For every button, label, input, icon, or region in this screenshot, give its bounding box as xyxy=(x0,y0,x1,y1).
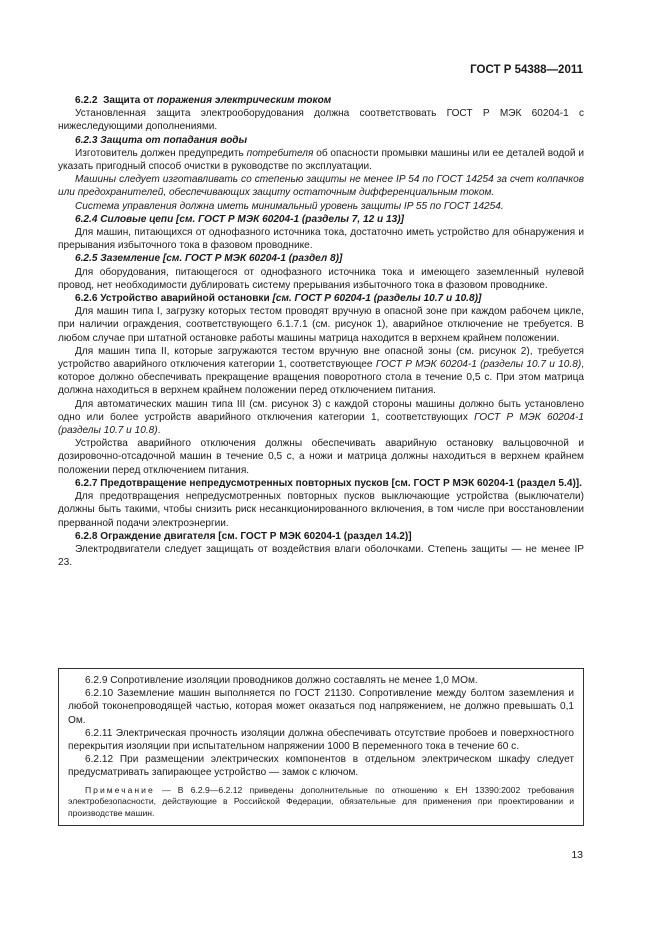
paragraph: Для предотвращения непредусмотренных повторных пусков выключающие устройства (выключатели) должны быть такими, чтобы снизить риск несанкционированного включения, в том числе при восстановлении прерванной подачи электроэнергии. xyxy=(58,491,584,529)
note-text: — В 6.2.9—6.2.12 приведены дополнительные по отношению к ЕН 13390:2002 требования электробезопасности, действующие в Российской Федерации, обязательные для применения при проектировании и производстве машин. xyxy=(68,784,574,818)
text: об опасности промывки машины или ее деталей водой и указать пригодный способ очистки в руководстве по эксплуатации. xyxy=(58,147,585,173)
paragraph: Электродвигатели следует защищать от воздействия влаги оболочками. Степень защиты — не менее IP 23. xyxy=(58,543,584,569)
paragraph: Для оборудования, питающегося от однофазного источника тока и имеющего заземленный нулевой провод, нет необходимости дублировать систему прерывания избыточного тока в фазовом проводнике. xyxy=(58,266,584,291)
heading-italic-text: поражения электрическим током xyxy=(156,95,332,106)
paragraph: Для машин, питающихся от однофазного источника тока, достаточно иметь устройство для обнаружения и прерывания избыточного тока в фазовом проводнике. xyxy=(58,227,584,252)
italic-text: ГОСТ Р МЭК 60204-1 (разделы 10.7 и 10.8) xyxy=(375,359,582,371)
document-body xyxy=(58,94,584,569)
paragraph: Машины следует изготавливать со степенью защиты не менее IP 54 по ГОСТ 14254 за счет колпачков или предохранителей, обеспечивающих защиту остаточным дифференциальным током. xyxy=(58,174,584,199)
text: Изготовитель должен предупредить xyxy=(75,147,247,159)
italic-text: потребителя xyxy=(246,147,314,159)
box-paragraph: 6.2.9 Сопротивление изоляции проводников должно составлять не менее 1,0 МОм. xyxy=(85,675,478,686)
paragraph: Устройства аварийного отключения должны обеспечивать аварийную остановку вальцовочной и дозировочно-отсадочной машин в течение 0,5 с, а ножи и матрица должны находиться в верхнем крайнем положении перед отключением питания. xyxy=(58,438,584,476)
section-heading-6-2-8: 6.2.8 Ограждение двигателя [см. ГОСТ Р МЭК 60204-1 (раздел 14.2)] xyxy=(75,530,412,542)
text: , которое должно обеспечивать прекращение вращения поворотного стола в течение 0,5 с. При этом матрица должна находиться в верхнем крайнем положении перед отключением питания. xyxy=(58,359,584,397)
section-heading-6-2-4: 6.2.4 Силовые цепи [см. ГОСТ Р МЭК 60204-1 (разделы 7, 12 и 13)] xyxy=(75,213,404,225)
box-paragraph: 6.2.10 Заземление машин выполняется по ГОСТ 21130. Сопротивление между болтом заземления и любой токонепроводящей частью, которая может оказаться под напряжением, не должно превышать 0,1 Ом. xyxy=(68,688,574,726)
section-heading-6-2-7: 6.2.7 Предотвращение непредусмотренных повторных пусков [см. ГОСТ Р МЭК 60204-1 (раздел 5.4)]. xyxy=(75,477,582,489)
heading-italic-text: [см. ГОСТ Р 60204-1 (разделы 10.7 и 10.8)] xyxy=(272,293,482,305)
page-number: 13 xyxy=(571,849,583,861)
paragraph xyxy=(58,398,584,438)
document-header: ГОСТ Р 54388—2011 xyxy=(470,64,583,76)
text: Для автоматических машин типа III (см. рисунок 3) с каждой стороны машины должно быть установлено одно или более устройств аварийного отключения категории 1, соответствующих xyxy=(58,398,584,423)
boxed-additions xyxy=(58,668,584,826)
section-heading-6-2-2 xyxy=(58,94,584,107)
section-number: 6.2.2 xyxy=(75,95,98,106)
text: . xyxy=(157,425,161,437)
paragraph xyxy=(58,345,584,398)
note-label: Примечание xyxy=(85,784,155,795)
section-heading-6-2-5: 6.2.5 Заземление [см. ГОСТ Р МЭК 60204-1 (раздел 8)] xyxy=(75,253,343,265)
heading-text: 6.2.6 Устройство аварийной остановки xyxy=(75,293,273,305)
paragraph: Установленная защита электрооборудования должна соответствовать ГОСТ Р МЭК 60204-1 с нижеследующими дополнениями. xyxy=(58,108,584,133)
section-heading-6-2-6 xyxy=(58,292,584,305)
paragraph xyxy=(58,147,584,173)
italic-text: ГОСТ Р МЭК 60204-1 (разделы 10.7 и 10.8) xyxy=(58,411,584,437)
section-heading-6-2-3: 6.2.3 Защита от попадания воды xyxy=(75,134,248,146)
heading-text: Защита от xyxy=(103,95,157,106)
box-paragraph: 6.2.11 Электрическая прочность изоляции должна обеспечивать отсутствие пробоев и поверхностного перекрытия изоляции при испытательном напряжении 1000 В переменного тока в течение 60 с. xyxy=(68,727,574,753)
paragraph: Для машин типа I, загрузку которых тестом проводят вручную в опасной зоне при каждом рабочем цикле, при наличии ограждения, соответствующего 6.1.7.1 (см. рисунок 1), аварийное отключение не требуется. В любом случае при штатной остановке работы машины матрица находится в верхнем крайнем положении. xyxy=(58,306,584,344)
note xyxy=(68,785,574,820)
paragraph: Система управления должна иметь минимальный уровень защиты IP 55 по ГОСТ 14254. xyxy=(75,200,504,212)
box-paragraph: 6.2.12 При размещении электрических компонентов в отдельном электрическом шкафу следует предусматривать запирающее устройство — замок с ключом. xyxy=(68,754,574,779)
text: Для машин типа II, которые загружаются тестом вручную вне опасной зоны (см. рисунок 2), требуется устройство аварийного отключения категории 1, соответствующее xyxy=(58,345,584,371)
